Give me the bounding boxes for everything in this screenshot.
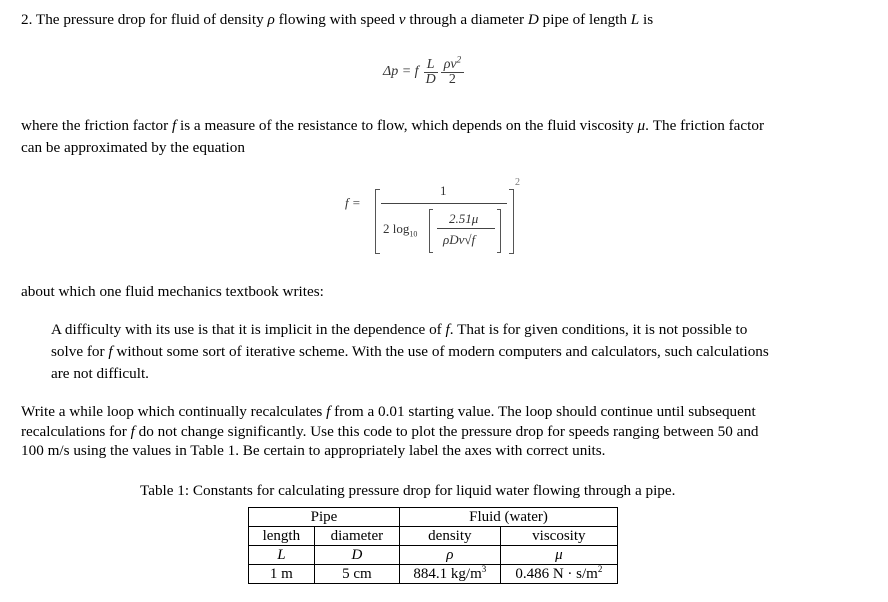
value-diameter: 5 cm xyxy=(314,565,399,584)
quote-intro: about which one fluid mechanics textbook writes: xyxy=(21,283,324,300)
problem-number: 2. xyxy=(21,11,33,28)
symbol-mu: μ xyxy=(637,117,646,134)
eq2-two-log: 2 $\log_{10}$ xyxy=(383,221,418,239)
symbol-cell-rho: ρ xyxy=(400,546,501,565)
table-symbol-row xyxy=(249,546,618,565)
header-density: density xyxy=(400,527,501,546)
symbol-L: L xyxy=(630,11,640,28)
eq2-fraction-bar xyxy=(381,203,507,204)
friction-factor-equation xyxy=(345,177,530,263)
textbook-quote: A difficulty with its use is that it is implicit in the dependence of f. That is for given conditions, it is not possible to solve for f without some sort of iterative scheme. With the use of modern computers and calculators, such calculations are not difficult. xyxy=(51,321,769,382)
header-diameter: diameter xyxy=(314,527,399,546)
pressure-drop-equation xyxy=(383,50,464,94)
symbol-cell-D: D xyxy=(314,546,399,565)
symbol-D: D xyxy=(527,11,539,28)
eq2-numerator: 1 xyxy=(440,183,447,198)
value-length: 1 m xyxy=(249,565,315,584)
eq2-inner-left-bracket xyxy=(429,209,433,253)
problem-text-2: flowing with speed xyxy=(278,11,395,28)
table-value-row xyxy=(249,565,618,584)
problem-text-4: pipe of length xyxy=(542,11,627,28)
eq2-inner-denominator: ρDv√f xyxy=(443,232,476,247)
eq2-outer-left-bracket xyxy=(375,189,380,254)
problem-text-1: The pressure drop for fluid of density xyxy=(35,11,264,28)
problem-text-5: is xyxy=(643,11,654,28)
table-group-row xyxy=(249,508,618,527)
table-header-row xyxy=(249,527,618,546)
table-caption: Table 1: Constants for calculating pressure drop for liquid water flowing through a pipe. xyxy=(140,482,676,499)
friction-paragraph: where the friction factor f is a measure of the resistance to flow, which depends on the fluid viscosity μ. The friction factor can be approximated by the equation xyxy=(21,117,765,156)
value-density: 884.1 $kg/m^3$ xyxy=(400,565,501,584)
eq2-inner-fraction-bar xyxy=(437,228,495,229)
eq2-outer-right-bracket xyxy=(509,189,514,254)
eq2-exponent: 2 xyxy=(515,177,520,188)
eq1-fraction-L-over-D: $\frac{L}{D}$ xyxy=(425,56,436,87)
eq2-inner-numerator: 2.51μ xyxy=(449,211,479,226)
symbol-cell-mu: μ xyxy=(500,546,617,565)
group-header-pipe: Pipe xyxy=(249,508,400,527)
header-viscosity: viscosity xyxy=(500,527,617,546)
symbol-rho: ρ xyxy=(267,11,275,28)
task-paragraph: Write a while loop which continually recalculates f from a 0.01 starting value. The loop should continue until subsequent recalculations for f do not change significantly. Use this code to plot the pressure drop for speeds ranging between 50 and 100 m/s using the values in Table 1. Be certain to appropriately label the axes with correct units. xyxy=(21,403,759,459)
eq1-fraction-rho-v2-over-2: $\frac{\rho v^2}{2}$ xyxy=(441,58,464,87)
symbol-cell-L: L xyxy=(249,546,315,565)
problem-statement xyxy=(21,9,881,31)
value-viscosity: 0.486 $N \cdot s/m^2$ xyxy=(500,565,617,584)
eq1-lhs: Δp = f xyxy=(383,64,419,79)
header-length: length xyxy=(249,527,315,546)
group-header-fluid: Fluid (water) xyxy=(400,508,618,527)
problem-text-3: through a diameter xyxy=(409,11,525,28)
eq2-inner-right-bracket xyxy=(497,209,501,253)
symbol-f: f xyxy=(171,117,177,134)
constants-table xyxy=(248,507,618,584)
symbol-v: v xyxy=(398,11,406,28)
eq2-lhs: f = xyxy=(345,195,361,210)
